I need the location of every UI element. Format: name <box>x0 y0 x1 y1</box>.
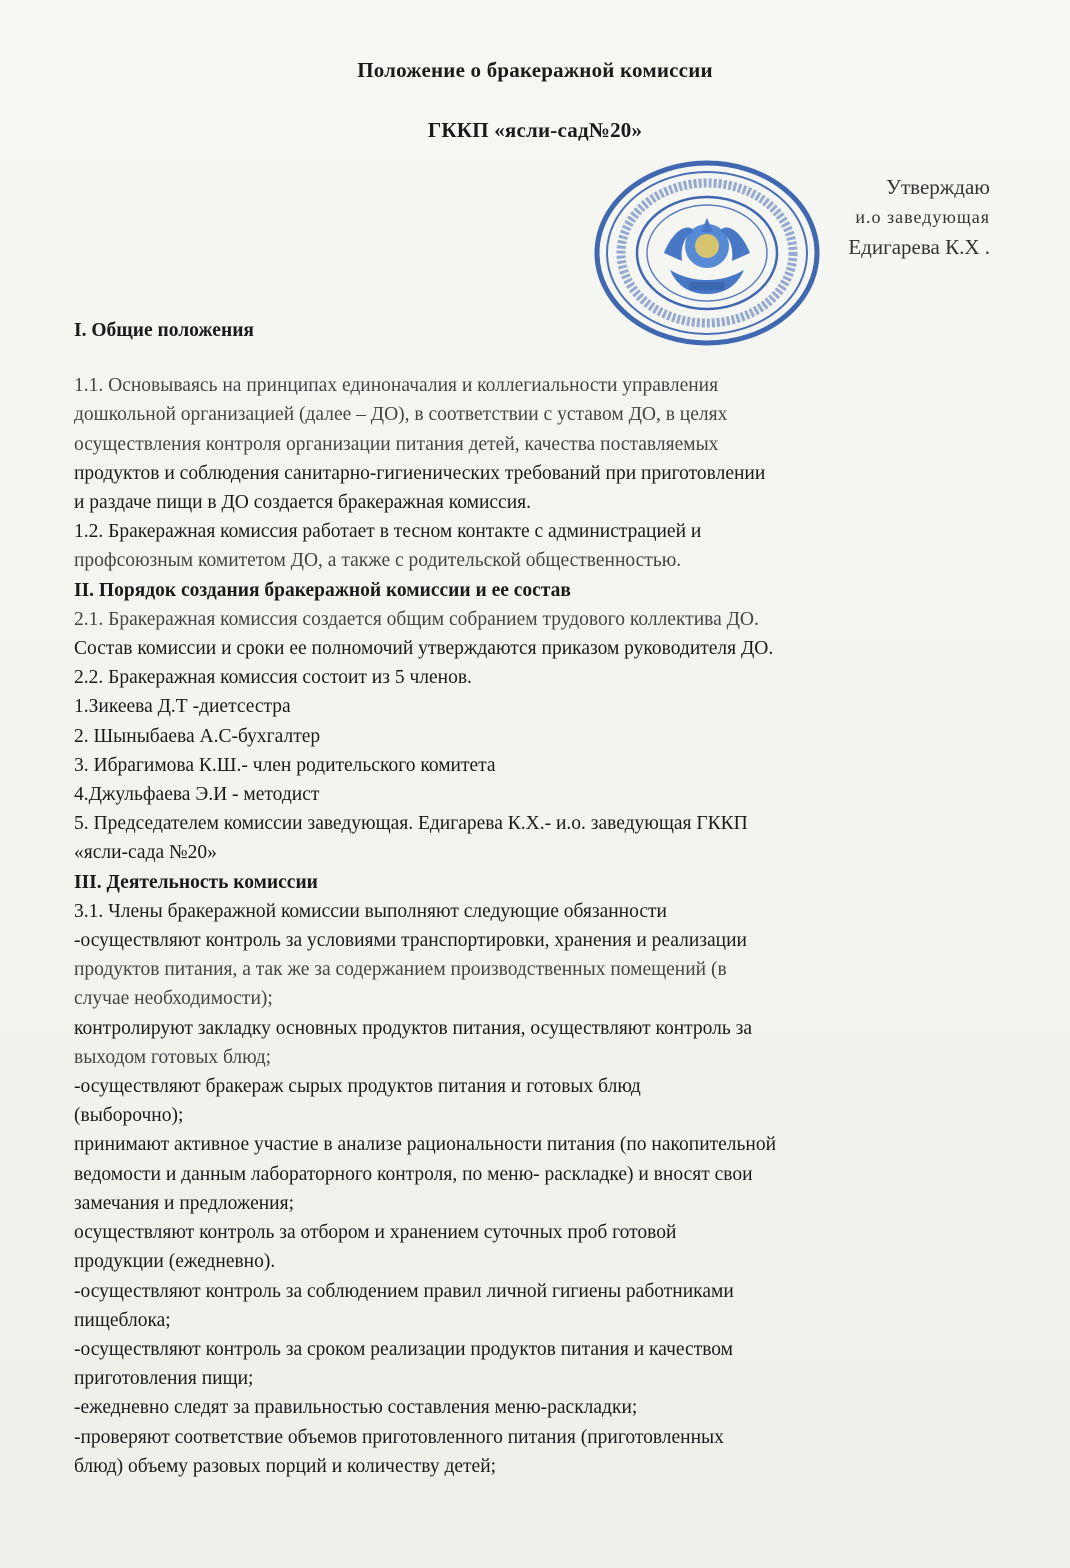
text-line: продуктов питания, а так же за содержанием производственных помещений (в <box>74 959 727 981</box>
text-line: выходом готовых блюд; <box>74 1046 272 1068</box>
approval-line-1: Утверждаю <box>886 175 990 199</box>
text-line: контролируют закладку основных продуктов питания, осуществляют контроль за <box>74 1017 753 1039</box>
text-line: 2.1. Бракеражная комиссия создается общим собранием трудового коллектива ДО. <box>74 608 759 630</box>
member-line: 1.Зикеева Д.Т -диетсестра <box>74 696 291 718</box>
text-line: -осуществляют бракераж сырых продуктов питания и готовых блюд <box>74 1076 641 1098</box>
document-body <box>74 316 1004 1481</box>
spacer <box>74 345 1004 371</box>
approval-line-3: Едигарева К.Х . <box>848 235 990 259</box>
text-line: -проверяют соответствие объемов приготовленного питания (приготовленных <box>74 1426 724 1448</box>
document-title: Положение о бракеражной комиссии <box>357 58 713 82</box>
text-line: -ежедневно следят за правильностью составления меню-раскладки; <box>74 1397 638 1419</box>
text-line: 2.2. Бракеражная комиссия состоит из 5 членов. <box>74 667 472 689</box>
text-line: 1.2. Бракеражная комиссия работает в тесном контакте с администрацией и <box>74 521 702 543</box>
section-heading-1: I. Общие положения <box>74 320 254 341</box>
text-line: Состав комиссии и сроки ее полномочий утверждаются приказом руководителя ДО. <box>74 638 774 660</box>
member-line: «ясли-сада №20» <box>74 842 217 864</box>
approval-block <box>848 172 990 262</box>
text-line: случае необходимости); <box>74 988 273 1010</box>
text-line: замечания и предложения; <box>74 1192 294 1214</box>
text-line: (выборочно); <box>74 1105 184 1127</box>
text-line: 1.1. Основываясь на принципах единоначалия и коллегиальности управления <box>74 375 719 397</box>
member-line: 5. Председателем комиссии заведующая. Едигарева К.Х.- и.о. заведующая ГККП <box>74 813 748 835</box>
text-line: -осуществляют контроль за соблюдением правил личной гигиены работниками <box>74 1280 734 1302</box>
member-line: 4.Джульфаева Э.И - методист <box>74 784 320 806</box>
text-line: 3.1. Члены бракеражной комиссии выполняют следующие обязанности <box>74 900 667 922</box>
text-line: продукции (ежедневно). <box>74 1251 276 1273</box>
text-line: дошкольной организацией (далее – ДО), в соответствии с уставом ДО, в целях <box>74 404 728 426</box>
text-line: -осуществляют контроль за сроком реализации продуктов питания и качеством <box>74 1338 734 1360</box>
text-line: продуктов и соблюдения санитарно-гигиенических требований при приготовлении <box>74 462 766 484</box>
section-heading-2: II. Порядок создания бракеражной комиссии и ее состав <box>74 579 571 601</box>
text-line: ведомости и данным лабораторного контроля, по меню- раскладке) и вносят свои <box>74 1163 753 1185</box>
approval-line-2: и.о заведующая <box>855 207 990 227</box>
text-line: приготовления пищи; <box>74 1368 254 1390</box>
text-line: осуществляют контроль за отбором и хранением суточных проб готовой <box>74 1222 677 1244</box>
document-subtitle: ГККП «ясли-сад№20» <box>427 118 643 142</box>
text-line: блюд) объему разовых порций и количеству детей; <box>74 1455 497 1477</box>
text-line: -осуществляют контроль за условиями транспортировки, хранения и реализации <box>74 930 747 952</box>
text-line: и раздаче пищи в ДО создается бракеражная комиссия. <box>74 492 531 514</box>
text-line: профсоюзным комитетом ДО, а также с родительской общественностью. <box>74 550 682 572</box>
text-line: осуществления контроля организации питания детей, качества поставляемых <box>74 433 719 455</box>
text-line: принимают активное участие в анализе рациональности питания (по накопительной <box>74 1134 777 1156</box>
member-line: 2. Шыныбаева А.С-бухгалтер <box>74 725 321 747</box>
text-line: пищеблока; <box>74 1309 171 1331</box>
section-heading-3: III. Деятельность комиссии <box>74 871 318 893</box>
member-line: 3. Ибрагимова К.Ш.- член родительского комитета <box>74 754 496 776</box>
